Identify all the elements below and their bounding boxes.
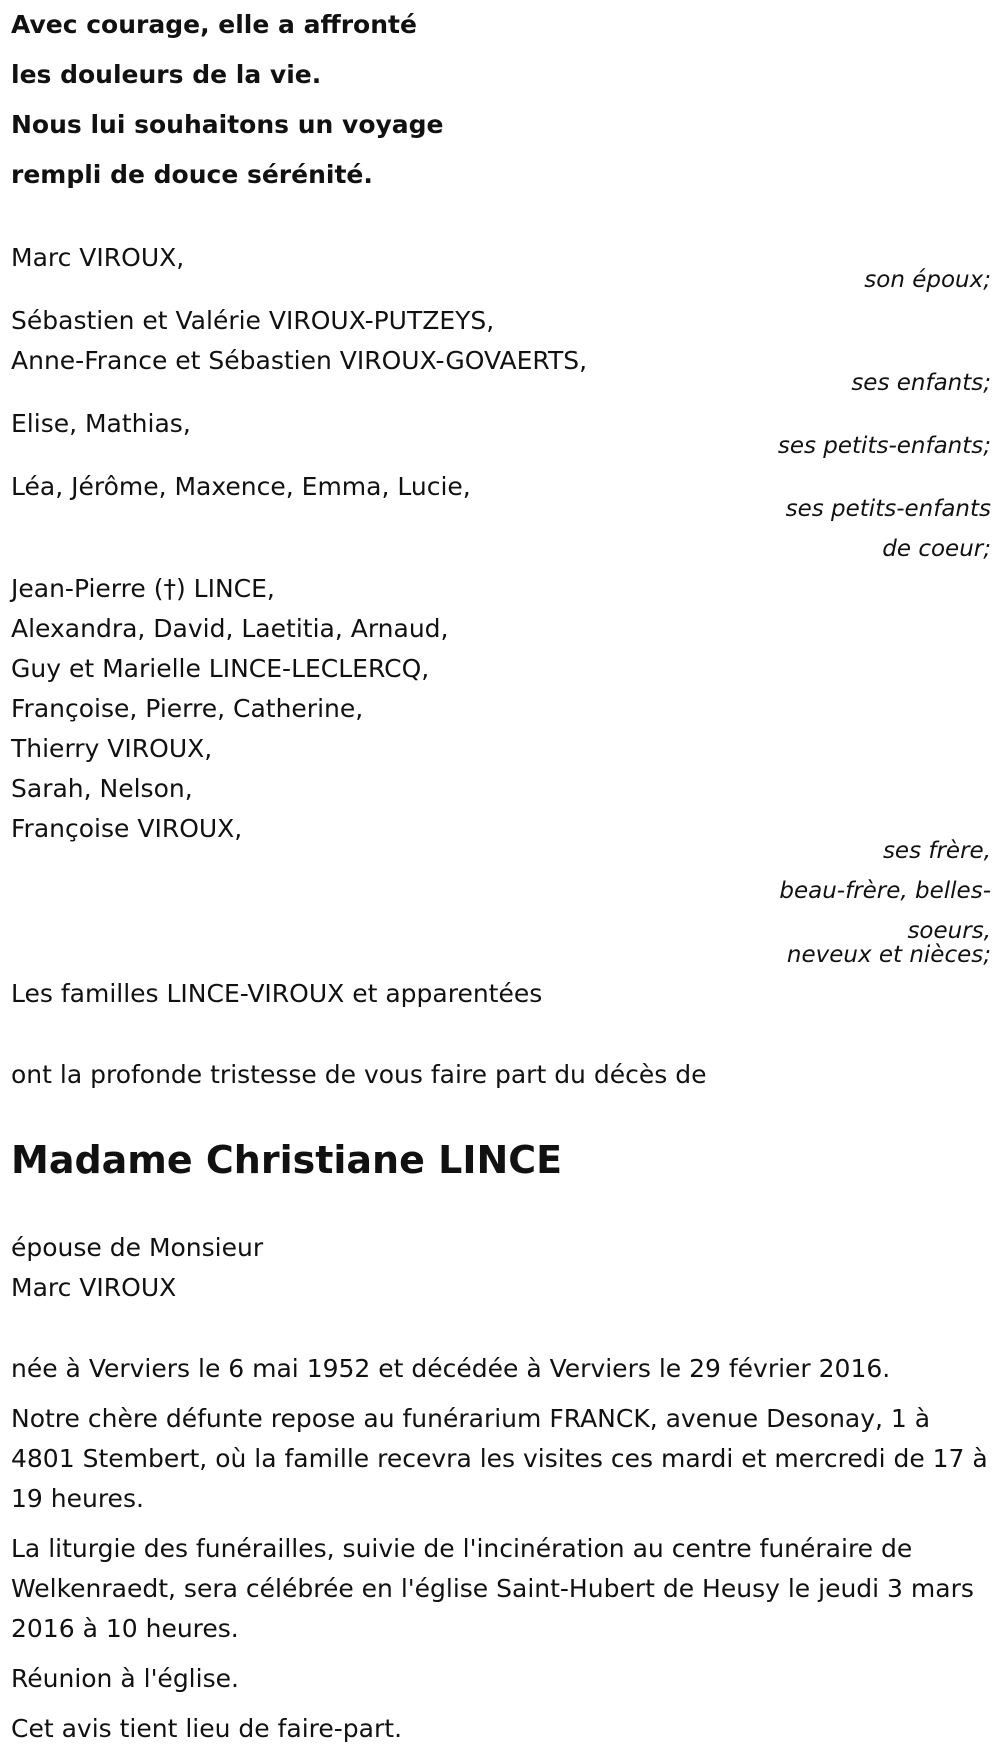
siblings-line-2: Alexandra, David, Laetitia, Arnaud, bbox=[11, 614, 449, 643]
deceased-name: Madame Christiane LINCE bbox=[11, 1138, 563, 1182]
poem-line-3: Nous lui souhaitons un voyage bbox=[11, 110, 444, 139]
poem-line-4: rempli de douce sérénité. bbox=[11, 160, 373, 189]
grandchildren-role: ses petits-enfants; bbox=[777, 433, 991, 459]
birth-death-dates: née à Verviers le 6 mai 1952 et décédée à Verviers le 29 février 2016. bbox=[11, 1354, 891, 1383]
siblings-line-1: Jean-Pierre (†) LINCE, bbox=[11, 574, 275, 603]
spouse-role: son époux; bbox=[864, 267, 991, 293]
visitation-paragraph: Notre chère défunte repose au funérarium FRANCK, avenue Desonay, 1 à 4801 Stembert, où la famille recevra les visites ces mardi et mercredi de 17 à 19 heures. bbox=[11, 1404, 988, 1513]
liturgy-paragraph: La liturgie des funérailles, suivie de l'incinération au centre funéraire de Welkenraedt, sera célébrée en l'église Saint-Hubert de Heusy le jeudi 3 mars 2016 à 10 heures. bbox=[11, 1534, 974, 1643]
children-line-2: Anne-France et Sébastien VIROUX-GOVAERTS, bbox=[11, 346, 588, 375]
gathering-line: Réunion à l'église. bbox=[11, 1664, 239, 1693]
grandchildren: Elise, Mathias, bbox=[11, 409, 191, 438]
heart-grandchildren: Léa, Jérôme, Maxence, Emma, Lucie, bbox=[11, 472, 471, 501]
siblings-role-line-3: soeurs, bbox=[907, 918, 991, 944]
siblings-line-5: Thierry VIROUX, bbox=[11, 734, 213, 763]
siblings-line-4: Françoise, Pierre, Catherine, bbox=[11, 694, 364, 723]
poem-line-1: Avec courage, elle a affronté bbox=[11, 10, 417, 39]
heart-grandchildren-role-line-1: ses petits-enfants bbox=[785, 496, 991, 522]
children-line-1: Sébastien et Valérie VIROUX-PUTZEYS, bbox=[11, 306, 495, 335]
heart-grandchildren-role-line-2: de coeur; bbox=[882, 536, 991, 562]
poem-line-2: les douleurs de la vie. bbox=[11, 60, 322, 89]
notice-line: Cet avis tient lieu de faire-part. bbox=[11, 1714, 403, 1743]
families-line: Les familles LINCE-VIROUX et apparentées bbox=[11, 979, 543, 1008]
siblings-role-line-2: beau-frère, belles- bbox=[779, 878, 991, 904]
siblings-line-7: Françoise VIROUX, bbox=[11, 814, 243, 843]
siblings-line-6: Sarah, Nelson, bbox=[11, 774, 193, 803]
children-role: ses enfants; bbox=[851, 370, 991, 396]
obituary-notice bbox=[11, 0, 991, 1753]
siblings-role-line-1: ses frère, bbox=[882, 838, 991, 864]
spouse-reference-line-1: épouse de Monsieur bbox=[11, 1233, 264, 1262]
siblings-line-3: Guy et Marielle LINCE-LECLERCQ, bbox=[11, 654, 430, 683]
spouse-name: Marc VIROUX, bbox=[11, 243, 185, 272]
announcement-intro: ont la profonde tristesse de vous faire part du décès de bbox=[11, 1060, 707, 1089]
siblings-role-line-4: neveux et nièces; bbox=[786, 942, 991, 968]
spouse-reference-line-2: Marc VIROUX bbox=[11, 1273, 177, 1302]
